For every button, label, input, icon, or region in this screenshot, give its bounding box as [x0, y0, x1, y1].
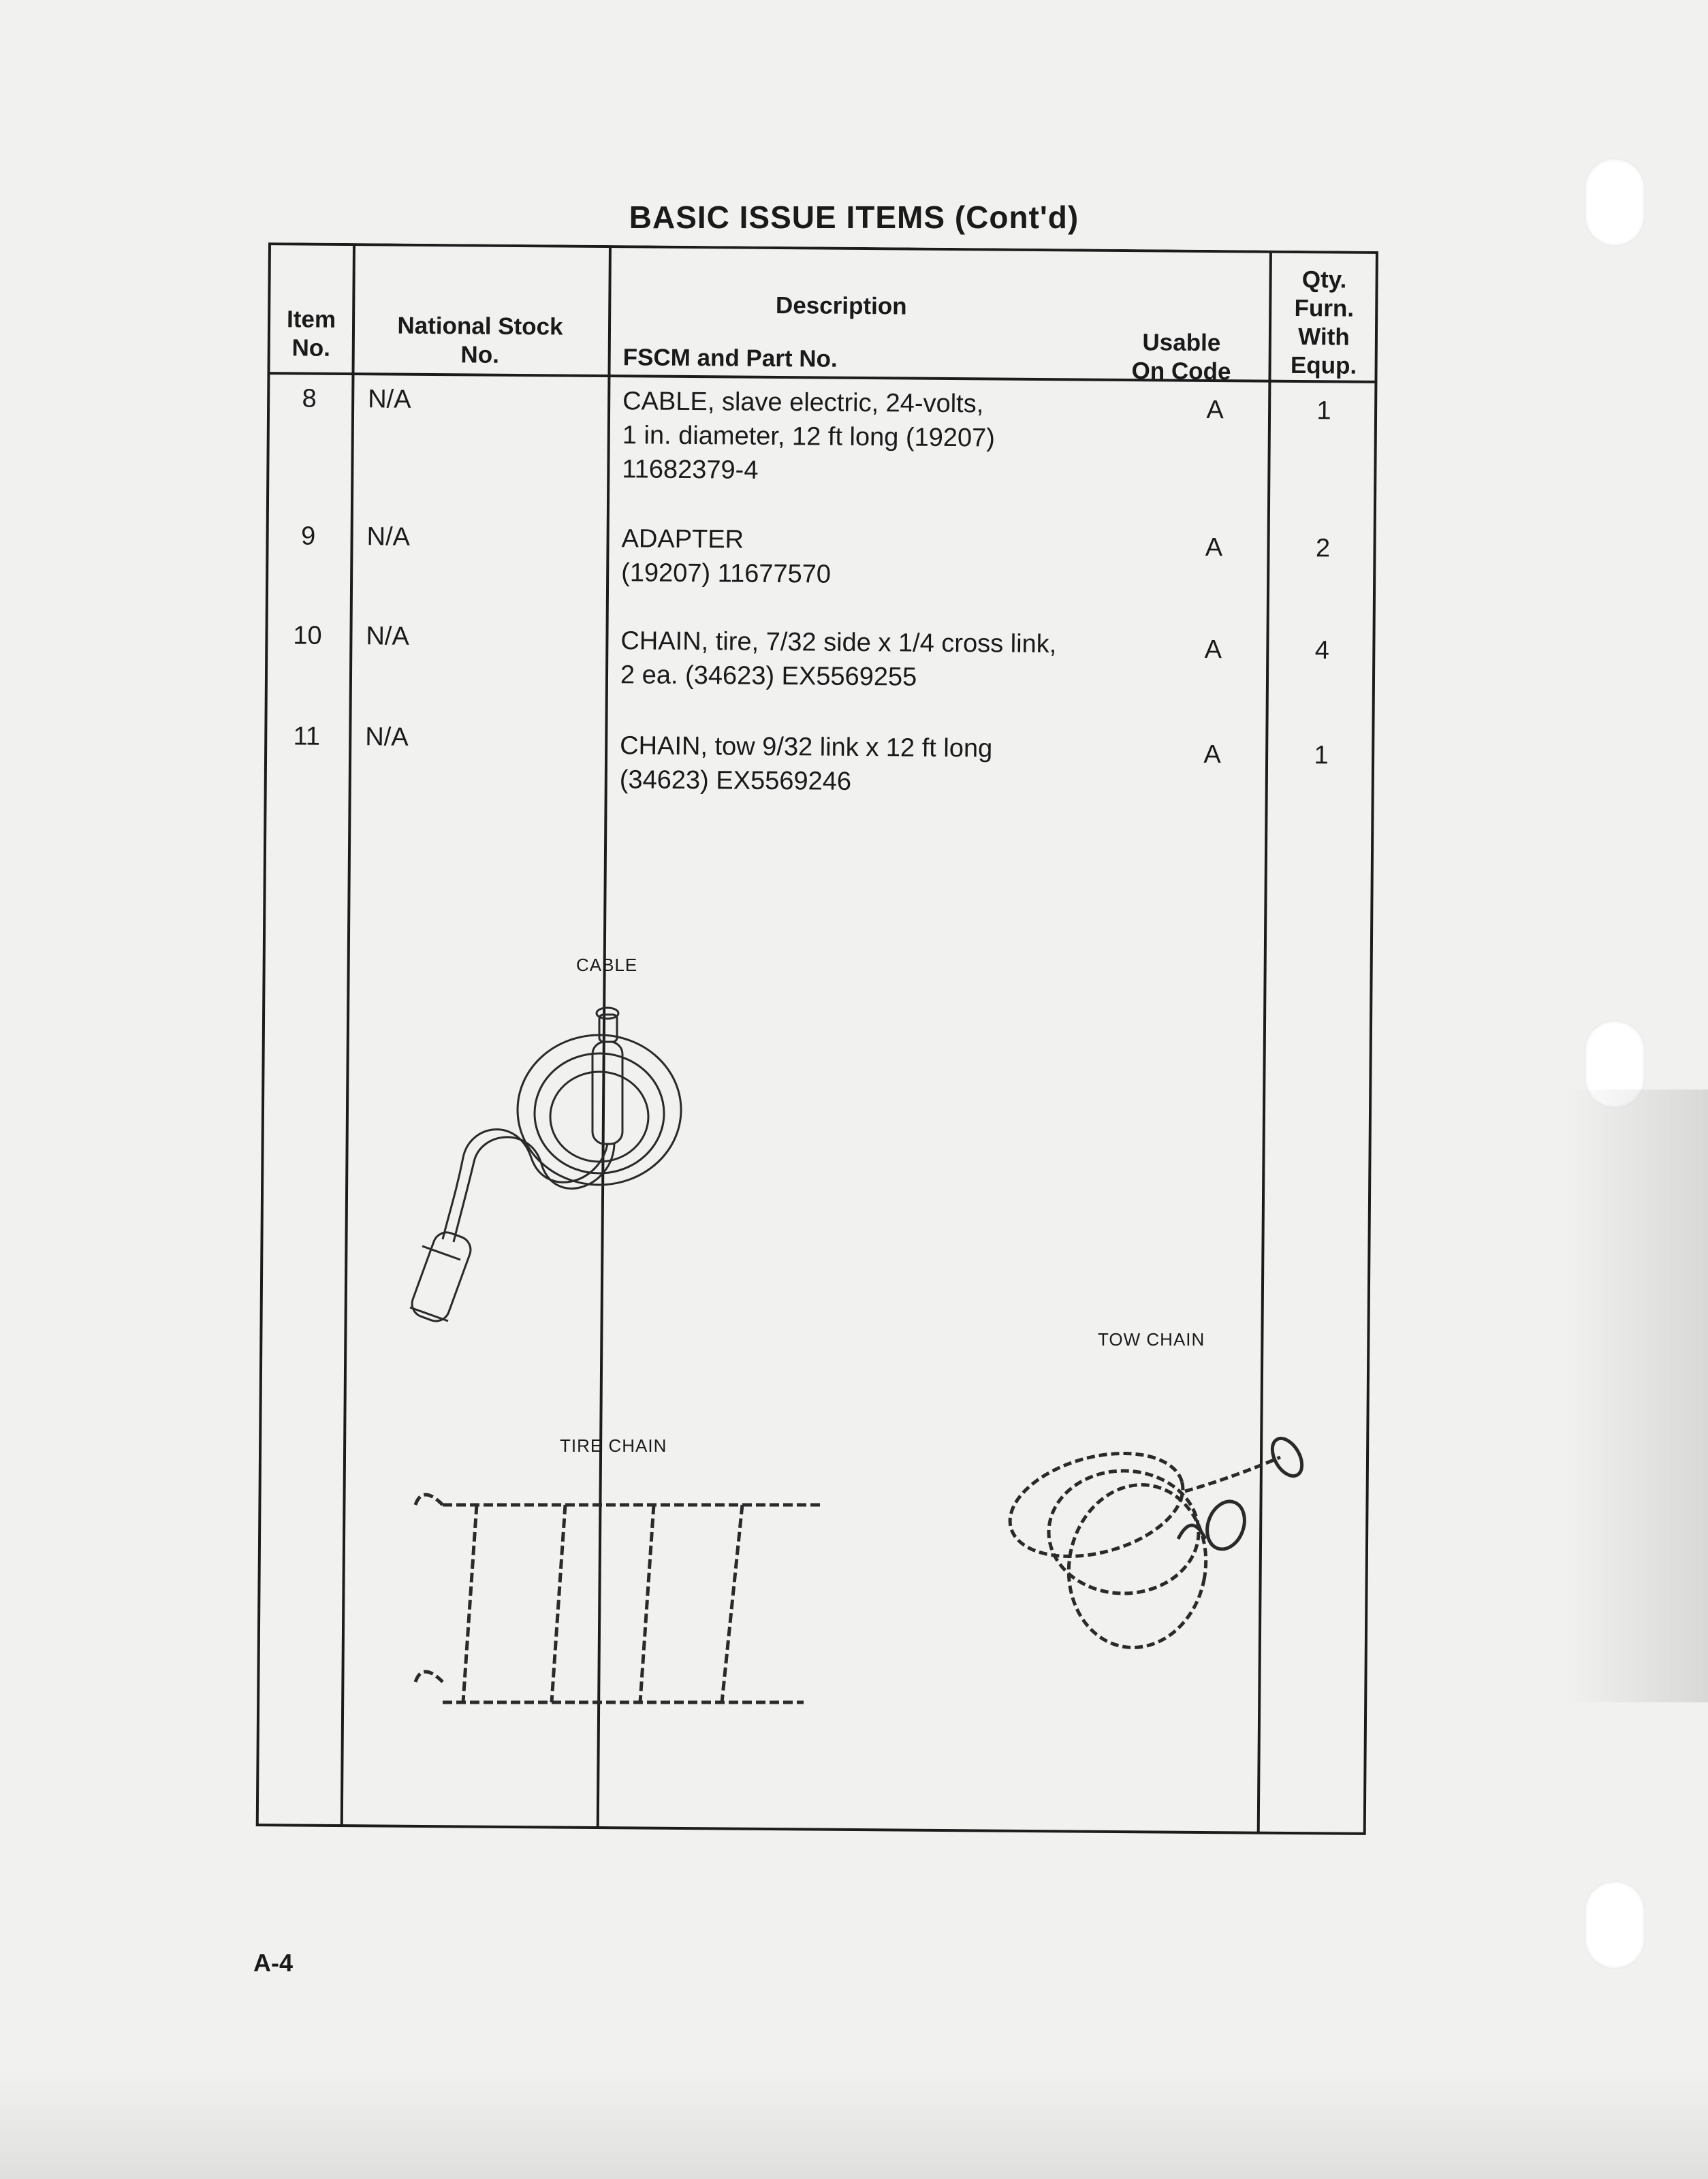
header-national-stock-no: National Stock No. — [397, 312, 563, 368]
table-row-usable-code: A — [1204, 635, 1222, 665]
tow-chain-illustration — [994, 1389, 1308, 1675]
table-row-nsn: N/A — [366, 622, 409, 651]
header-item-no: Item No. — [286, 306, 336, 362]
cable-label: CABLE — [576, 955, 638, 975]
header-usable-on-code: Usable On Code — [1131, 329, 1231, 385]
table-row-usable-code: A — [1203, 739, 1221, 769]
header-qty-furn-with-equip: Qty. Furn. With Equp. — [1290, 266, 1357, 379]
table-row-item-no: 9 — [300, 522, 316, 551]
table-row-nsn: N/A — [368, 385, 411, 414]
header-fscm-part-no: FSCM and Part No. — [622, 344, 838, 372]
table-row-qty: 1 — [1314, 741, 1329, 770]
table-row-usable-code: A — [1206, 395, 1224, 425]
table-row-description: CHAIN, tow 9/32 link x 12 ft long (34623) EX5569246 — [619, 731, 993, 796]
tire-chain-illustration — [402, 1484, 838, 1723]
table-row-qty: 4 — [1314, 636, 1330, 665]
table-row-description: CHAIN, tire, 7/32 side x 1/4 cross link, 2 ea. (34623) EX5569255 — [620, 626, 1057, 692]
scan-shadow-right — [1566, 1090, 1708, 1702]
page-number: A-4 — [253, 1949, 294, 1977]
table-row-qty: 2 — [1315, 534, 1331, 563]
scan-shadow-bottom — [0, 2070, 1708, 2179]
cable-illustration — [395, 981, 695, 1335]
table-row-qty: 1 — [1316, 396, 1331, 426]
table-row-nsn: N/A — [365, 722, 409, 752]
table-row-item-no: 11 — [293, 722, 321, 751]
tow-chain-label: TOW CHAIN — [1098, 1329, 1205, 1350]
page-title: BASIC ISSUE ITEMS (Cont'd) — [629, 200, 1079, 235]
table-row-description: CABLE, slave electric, 24-volts, 1 in. diameter, 12 ft long (19207) 11682379-4 — [622, 387, 996, 485]
table-row-nsn: N/A — [366, 522, 411, 552]
table-row-description: ADAPTER (19207) 11677570 — [621, 524, 832, 589]
table-row-item-no: 8 — [302, 384, 317, 413]
table-row-usable-code: A — [1205, 532, 1223, 562]
tire-chain-label: TIRE CHAIN — [560, 1435, 667, 1456]
table-row-item-no: 10 — [293, 621, 322, 650]
header-description: Description — [775, 291, 907, 320]
punch-hole-bottom — [1584, 1881, 1645, 1969]
